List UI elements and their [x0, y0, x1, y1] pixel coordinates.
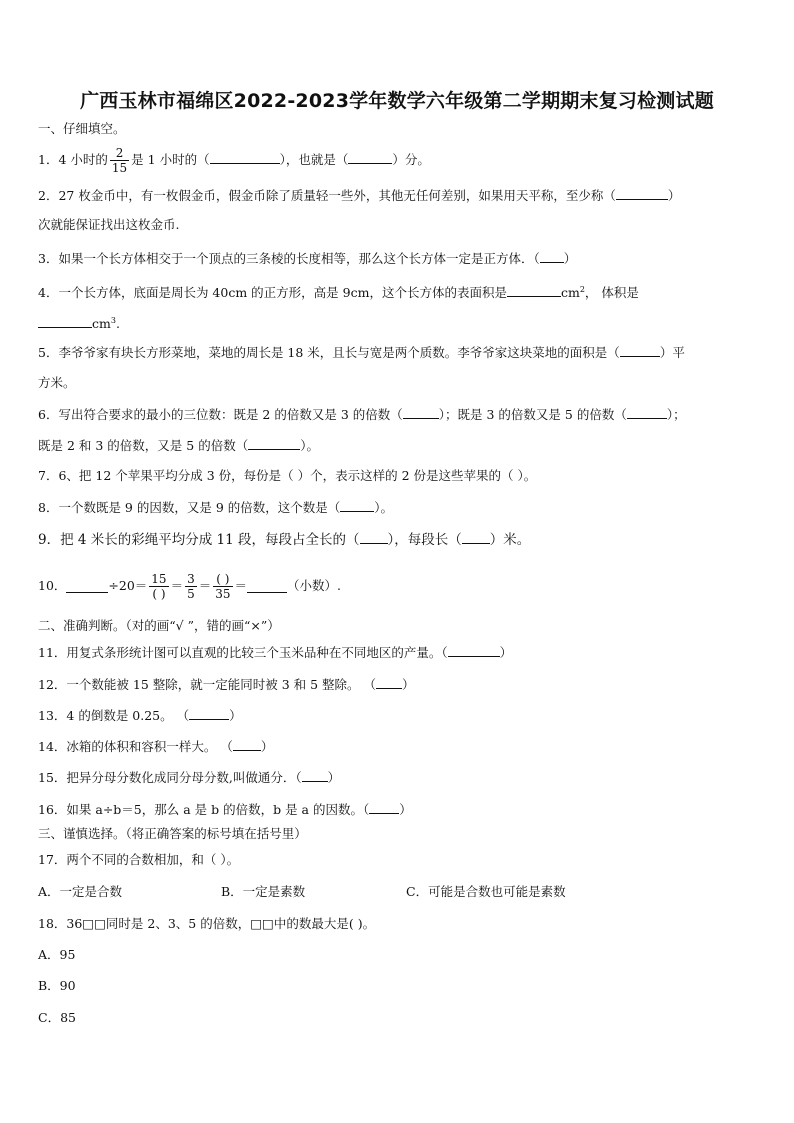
- option-c[interactable]: C．85: [38, 1010, 76, 1025]
- question-4-cont: $cm^3$.: [38, 312, 120, 333]
- question-5-cont: 方米。: [38, 375, 76, 390]
- answer-blank[interactable]: [462, 530, 490, 544]
- fraction-3-5: $\frac{3}{5}$: [187, 571, 195, 601]
- question-17: 17．两个不同的合数相加，和（ ）。: [38, 852, 240, 867]
- section-heading-3: 三、谨慎选择。（将正确答案的标号填在括号里）: [38, 826, 307, 841]
- question-1: 1．4 小时的 $\frac{2}{15}$ 是 1 小时的（ ），也就是（ ）分。: [38, 146, 430, 175]
- question-12: 12．一个数能被 15 整除，就一定能同时被 3 和 5 整除。 （ ）: [38, 677, 415, 692]
- answer-blank[interactable]: [616, 186, 668, 200]
- question-7: 7．6、把 12 个苹果平均分成 3 份，每份是（ ）个，表示这样的 2 份是这些苹果的（ ）。: [38, 468, 537, 483]
- answer-blank[interactable]: [376, 675, 402, 689]
- question-15: 15．把异分母分数化成同分母分数,叫做通分．（ ）: [38, 770, 341, 785]
- option-a[interactable]: A．一定是合数: [38, 884, 123, 899]
- answer-blank[interactable]: [507, 283, 561, 297]
- answer-blank[interactable]: [620, 343, 660, 357]
- answer-blank[interactable]: [302, 768, 328, 782]
- answer-blank[interactable]: [189, 706, 229, 720]
- question-8: 8．一个数既是 9 的因数，又是 9 的倍数，这个数是（ ）。: [38, 500, 394, 515]
- answer-blank[interactable]: [233, 737, 261, 751]
- answer-blank[interactable]: [448, 643, 500, 657]
- question-3: 3．如果一个长方体相交于一个顶点的三条棱的长度相等，那么这个长方体一定是正方体．（ ）: [38, 251, 577, 266]
- question-14: 14．冰箱的体积和容积一样大。 （ ）: [38, 739, 274, 754]
- question-5: 5．李爷爷家有块长方形菜地，菜地的周长是 18 米，且长与宽是两个质数。李爷爷家这块菜地的面积是（ ）平: [38, 345, 685, 360]
- fraction-2-15: $\frac{2}{15}$: [111, 146, 128, 175]
- fraction-blank-35: $\frac{( )}{35}$: [215, 571, 231, 601]
- answer-blank[interactable]: [210, 150, 280, 164]
- question-2: 2．27 枚金币中，有一枚假金币，假金币除了质量轻一些外，其他无任何差别，如果用天平称，至少称（ ）: [38, 188, 681, 203]
- answer-blank[interactable]: [348, 150, 392, 164]
- question-4: 4．一个长方体，底面是周长为 40cm 的正方形，高是 9cm，这个长方体的表面积是 $cm^2$， 体积是: [38, 285, 639, 301]
- answer-blank[interactable]: [540, 249, 564, 263]
- option-a[interactable]: A．95: [38, 947, 76, 962]
- page-title: 广西玉林市福绵区2022-2023学年数学六年级第二学期期末复习检测试题: [80, 90, 714, 112]
- question-2-cont: 次就能保证找出这枚金币.: [38, 217, 180, 232]
- answer-blank[interactable]: [403, 405, 439, 419]
- answer-blank[interactable]: [360, 530, 388, 544]
- section-heading-1: 一、仔细填空。: [38, 121, 126, 136]
- answer-blank[interactable]: [340, 498, 374, 512]
- answer-blank[interactable]: [248, 436, 300, 450]
- fraction-15-blank: $\frac{15}{( )}$: [151, 571, 167, 601]
- option-b[interactable]: B．一定是素数: [221, 884, 306, 899]
- answer-blank[interactable]: [369, 800, 399, 814]
- question-6-cont: 既是 2 和 3 的倍数，又是 5 的倍数（ ）。: [38, 438, 319, 453]
- question-16: 16．如果 a÷b＝5，那么 a 是 b 的倍数，b 是 a 的因数。（ ）: [38, 802, 412, 817]
- section-heading-2: 二、准确判断。（对的画“√ ”，错的画“×”）: [38, 618, 280, 633]
- question-10: 10． ÷20＝ $\frac{15}{( )}$ ＝ $\frac{3}{5}$ ＝ $\frac{( )}{35}$ ＝ （小数）.: [38, 571, 342, 601]
- question-11: 11．用复式条形统计图可以直观的比较三个玉米品种在不同地区的产量。（ ）: [38, 645, 513, 660]
- question-18: 18．36□□同时是 2、3、5 的倍数，□□中的数最大是( )。: [38, 916, 376, 931]
- question-9: 9．把 4 米长的彩绳平均分成 11 段，每段占全长的（ ），每段长（ ）米。: [38, 532, 531, 548]
- question-6: 6．写出符合要求的最小的三位数：既是 2 的倍数又是 3 的倍数（ ）；既是 3 的倍数又是 5 的倍数（ ）；: [38, 407, 686, 422]
- option-b[interactable]: B．90: [38, 978, 76, 993]
- answer-blank[interactable]: [627, 405, 667, 419]
- answer-blank[interactable]: [38, 314, 92, 328]
- answer-blank[interactable]: [66, 579, 108, 593]
- question-13: 13．4 的倒数是 0.25。 （ ）: [38, 708, 242, 723]
- answer-blank[interactable]: [247, 579, 287, 593]
- option-c[interactable]: C．可能是合数也可能是素数: [406, 884, 566, 899]
